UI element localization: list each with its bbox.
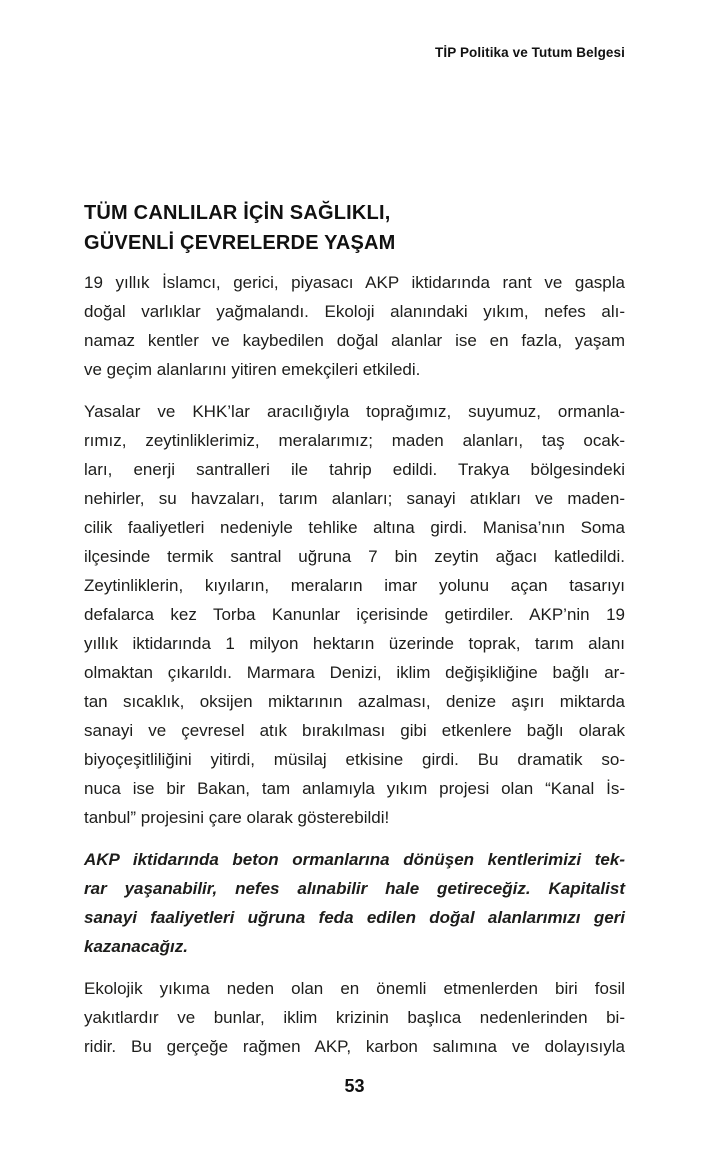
text-line: ve geçim alanlarını yitiren emekçileri etkiledi. bbox=[84, 360, 421, 379]
paragraph-3-emphasis bbox=[84, 845, 625, 961]
text-line: AKP iktidarında beton ormanlarına dönüşen kentlerimizi tek- bbox=[84, 850, 625, 869]
text-line: namaz kentler ve kaybedilen doğal alanlar ise en fazla, yaşam bbox=[84, 331, 625, 350]
text-line: defalarca kez Torba Kanunlar içerisinde getirdiler. AKP’nin 19 bbox=[84, 605, 625, 624]
heading-line-1: TÜM CANLILAR İÇİN SAĞLIKLI, bbox=[84, 202, 391, 224]
text-line: ridir. Bu gerçeğe rağmen AKP, karbon salımına ve dolayısıyla bbox=[84, 1037, 625, 1056]
text-line: nuca ise bir Bakan, tam anlamıyla yıkım projesi olan “Kanal İs- bbox=[84, 779, 625, 798]
heading-line-2: GÜVENLİ ÇEVRELERDE YAŞAM bbox=[84, 232, 396, 254]
text-line: biyoçeşitliliğini yitirdi, müsilaj etkisine girdi. Bu dramatik so- bbox=[84, 750, 625, 769]
text-line: olmaktan çıkarıldı. Marmara Denizi, iklim değişikliğine bağlı ar- bbox=[84, 663, 625, 682]
page-number: 53 bbox=[344, 1076, 365, 1096]
text-line: Yasalar ve KHK’lar aracılığıyla toprağımız, suyumuz, ormanla- bbox=[84, 402, 625, 421]
text-line: ları, enerji santralleri ile tahrip edildi. Trakya bölgesindeki bbox=[84, 460, 625, 479]
text-line: Zeytinliklerin, kıyıların, meraların imar yolunu açan tasarıyı bbox=[84, 576, 625, 595]
text-line: yıllık iktidarında 1 milyon hektarın üzerinde toprak, tarım alanı bbox=[84, 634, 625, 653]
text-line: tan sıcaklık, oksijen miktarının azalması, denize aşırı miktarda bbox=[84, 692, 625, 711]
paragraph-2 bbox=[84, 397, 625, 832]
text-line: yakıtlardır ve bunlar, iklim krizinin başlıca nedenlerinden bi- bbox=[84, 1008, 625, 1027]
text-line: doğal varlıklar yağmalandı. Ekoloji alanındaki yıkım, nefes alı- bbox=[84, 302, 625, 321]
text-line: Ekolojik yıkıma neden olan en önemli etmenlerden biri fosil bbox=[84, 979, 625, 998]
text-line: rımız, zeytinliklerimiz, meralarımız; maden alanları, taş ocak- bbox=[84, 431, 625, 450]
text-line: sanayi ve çevresel atık bırakılması gibi etkenlere bağlı olarak bbox=[84, 721, 625, 740]
running-header: TİP Politika ve Tutum Belgesi bbox=[435, 45, 625, 60]
text-line: 19 yıllık İslamcı, gerici, piyasacı AKP iktidarında rant ve gaspla bbox=[84, 273, 625, 292]
paragraph-1 bbox=[84, 268, 625, 384]
text-line: kazanacağız. bbox=[84, 937, 188, 956]
text-line: ilçesinde termik santral uğruna 7 bin zeytin ağacı katledildi. bbox=[84, 547, 625, 566]
paragraph-4 bbox=[84, 974, 625, 1061]
text-line: tanbul” projesini çare olarak gösterebildi! bbox=[84, 808, 390, 827]
text-line: rar yaşanabilir, nefes alınabilir hale getireceğiz. Kapitalist bbox=[84, 879, 625, 898]
text-line: nehirler, su havzaları, tarım alanları; sanayi atıkları ve maden- bbox=[84, 489, 625, 508]
text-line: cilik faaliyetleri nedeniyle tehlike altına girdi. Manisa’nın Soma bbox=[84, 518, 625, 537]
text-line: sanayi faaliyetleri uğruna feda edilen doğal alanlarımızı geri bbox=[84, 908, 625, 927]
section-heading bbox=[84, 198, 625, 258]
